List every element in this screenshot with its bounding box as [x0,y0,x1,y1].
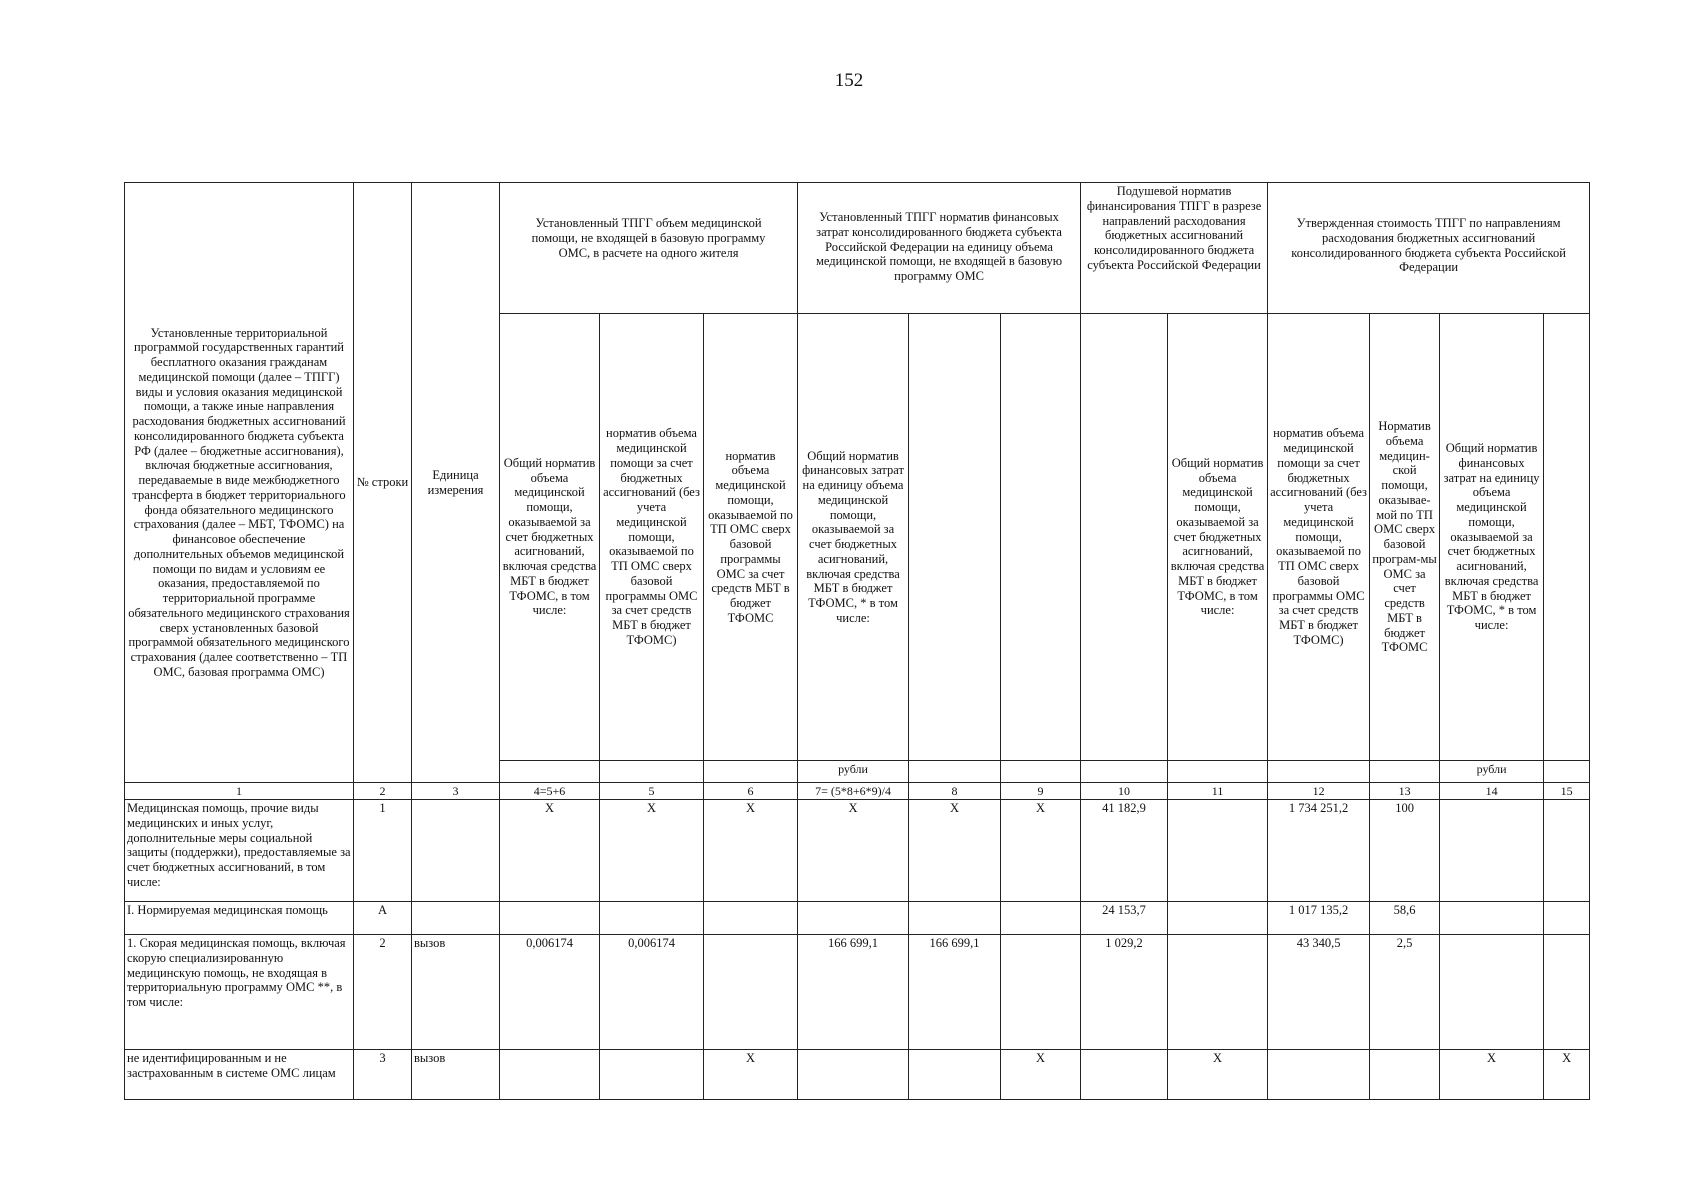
colnum: 1 [125,783,354,800]
cell [1268,1050,1370,1100]
colnum: 2 [354,783,412,800]
cell: Х [1168,1050,1268,1100]
header-group-volume: Установленный ТПГГ объем медицинской помощи, не входящей в базовую программу ОМС, в расчете на одного жителя [500,183,798,314]
cell [704,902,798,935]
cell: Х [798,800,909,902]
cell [1544,800,1590,902]
row-label: 1. Скорая медицинская помощь, включая скорую специализированную медицинскую помощь, не входящая в территориальную программу ОМС **, в том числе: [125,935,354,1050]
cell: А [354,902,412,935]
colnum: 10 [1081,783,1168,800]
cell [1440,935,1544,1050]
cell [798,1050,909,1100]
header-group-per-capita: Подушевой норматив финансирования ТПГГ в разрезе направлений расходования бюджетных ассигнований консолидированного бюджета субъекта Российской Федерации [1081,183,1268,314]
tpgg-table [124,182,1590,1100]
row-label: не идентифицированным и не застрахованным в системе ОМС лицам [125,1050,354,1100]
header-row-groups [125,183,1590,314]
cell: Х [1001,800,1081,902]
cell [704,935,798,1050]
cell [1440,800,1544,902]
cell [1440,902,1544,935]
cell: 1 734 251,2 [1268,800,1370,902]
table-row [125,800,1590,902]
header-col6: норматив объема медицинской помощи, оказываемой по ТП ОМС сверх базовой программы ОМС за счет средств МБТ в бюджет ТФОМС [704,314,798,761]
cell [1370,1050,1440,1100]
colnum: 6 [704,783,798,800]
cell: 24 153,7 [1081,902,1168,935]
header-col5: норматив объема медицинской помощи за счет бюджетных ассигнований (без учета медицинской помощи, оказываемой по ТП ОМС сверх базовой программы ОМС за счет средств МБТ в бюджет ТФОМС) [600,314,704,761]
colnum: 13 [1370,783,1440,800]
cell: 58,6 [1370,902,1440,935]
cell: Х [500,800,600,902]
table-row [125,1050,1590,1100]
cell: 2 [354,935,412,1050]
cell: 0,006174 [500,935,600,1050]
header-col12: норматив объема медицинской помощи за счет бюджетных ассигнований (без учета медицинской помощи, оказываемой по ТП ОМС сверх базовой программы ОМС за счет средств МБТ в бюджет ТФОМС) [1268,314,1370,761]
cell: 3 [354,1050,412,1100]
cell: 1 017 135,2 [1268,902,1370,935]
colnum: 11 [1168,783,1268,800]
cell: Х [704,800,798,902]
cell: 2,5 [1370,935,1440,1050]
colnum: 12 [1268,783,1370,800]
cell [909,902,1001,935]
cell: 41 182,9 [1081,800,1168,902]
row-label: I. Нормируемая медицинская помощь [125,902,354,935]
cell [909,1050,1001,1100]
table-row [125,935,1590,1050]
header-col7: Общий норматив финансовых затрат на единицу объема медицинской помощи, оказываемой за счет бюджетных асигнований, включая средства МБТ в бюджет ТФОМС, * в том числе: [798,314,909,761]
header-col14: Общий норматив финансовых затрат на единицу объема медицинской помощи, оказываемой за счет бюджетных асигнований, включая средства МБТ в бюджет ТФОМС, * в том числе: [1440,314,1544,761]
cell [500,902,600,935]
colnum: 9 [1001,783,1081,800]
header-col11: Общий норматив объема медицинской помощи, оказываемой за счет бюджетных асигнований, включая средства МБТ в бюджет ТФОМС, в том числе: [1168,314,1268,761]
colnum: 7= (5*8+6*9)/4 [798,783,909,800]
cell: Х [704,1050,798,1100]
cell [1001,935,1081,1050]
cell: 0,006174 [600,935,704,1050]
header-col4: Общий норматив объема медицинской помощи, оказываемой за счет бюджетных асигнований, включая средства МБТ в бюджет ТФОМС, в том числе: [500,314,600,761]
cell [500,1050,600,1100]
header-col2: № строки [354,183,412,783]
cell [412,800,500,902]
unit-col14: рубли [1440,761,1544,783]
header-col13: Норматив объема медицин-ской помощи, оказывае-мой по ТП ОМС сверх базовой програм-мы ОМС за счет средств МБТ в бюджет ТФОМС [1370,314,1440,761]
table-row [125,902,1590,935]
header-group-approved-cost: Утвержденная стоимость ТПГГ по направлениям расходования бюджетных ассигнований консолидированного бюджета субъекта Российской Федерации [1268,183,1590,314]
header-col3: Единица измерения [412,183,500,783]
cell: Х [909,800,1001,902]
cell: Х [1544,1050,1590,1100]
cell [798,902,909,935]
unit-col7: рубли [798,761,909,783]
header-col8 [909,314,1001,761]
cell [1544,902,1590,935]
header-col15 [1544,314,1590,761]
cell: Х [1001,1050,1081,1100]
colnum: 5 [600,783,704,800]
page-number: 152 [834,70,864,91]
cell [1168,902,1268,935]
cell: вызов [412,1050,500,1100]
cell: вызов [412,935,500,1050]
cell: 166 699,1 [909,935,1001,1050]
header-col9 [1001,314,1081,761]
cell [600,1050,704,1100]
cell [1081,1050,1168,1100]
cell: 166 699,1 [798,935,909,1050]
cell [1168,935,1268,1050]
header-col10 [1081,314,1168,761]
cell: Х [1440,1050,1544,1100]
cell [1001,902,1081,935]
column-number-row [125,783,1590,800]
colnum: 4=5+6 [500,783,600,800]
cell [600,902,704,935]
cell: 100 [1370,800,1440,902]
cell [412,902,500,935]
cell: 43 340,5 [1268,935,1370,1050]
cell [1168,800,1268,902]
colnum: 3 [412,783,500,800]
row-label: Медицинская помощь, прочие виды медицинских и иных услуг, дополнительные меры социальной защиты (поддержки), предоставляемые за счет бюджетных ассигнований, в том числе: [125,800,354,902]
header-group-cost-norm: Установленный ТПГГ норматив финансовых затрат консолидированного бюджета субъекта Российской Федерации на единицу объема медицинской помощи, не входящей в базовую программу ОМС [798,183,1081,314]
cell [1544,935,1590,1050]
cell: 1 [354,800,412,902]
cell: Х [600,800,704,902]
header-col1: Установленные территориальной программой государственных гарантий бесплатного оказания гражданам медицинской помощи (далее – ТПГГ) виды и условия оказания медицинской помощи, а также иные направления расходования бюджетных ассигнований консолидированного бюджета субъекта РФ (далее – бюджетные ассигнования), включая бюджетные ассигнования, передаваемые в виде межбюджетного трансферта в бюджет территориального фонда обязательного медицинского страхования (далее – МБТ, ТФОМС) на финансовое обеспечение дополнительных объемов медицинской помощи по видам и условиям ее оказания, предоставляемой по территориальной программе обязательного медицинского страхования сверх установленных базовой программой обязательного медицинского страхования (далее соответственно – ТП ОМС, базовая программа ОМС) [125,183,354,783]
colnum: 15 [1544,783,1590,800]
colnum: 8 [909,783,1001,800]
colnum: 14 [1440,783,1544,800]
cell: 1 029,2 [1081,935,1168,1050]
